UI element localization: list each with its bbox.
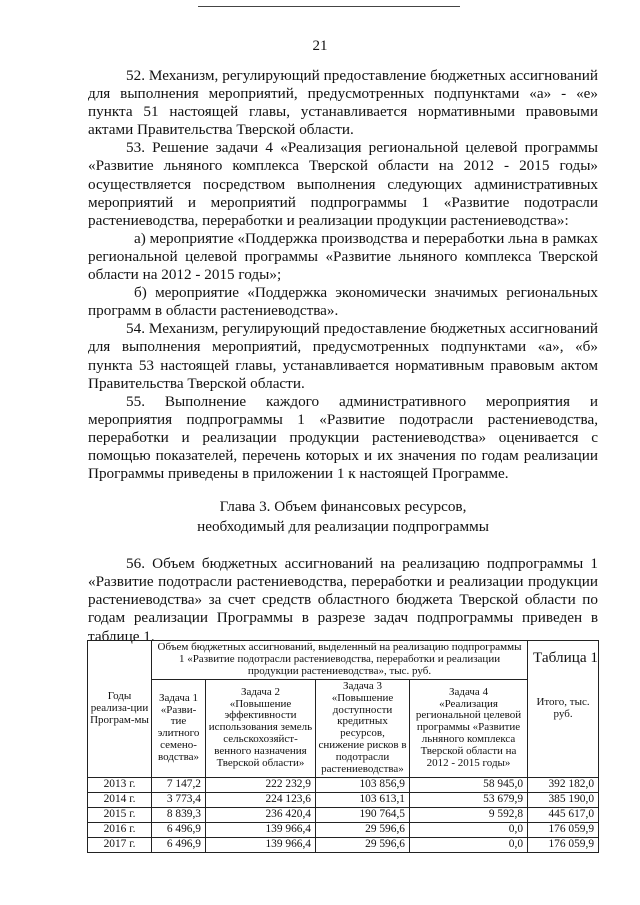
header-task-1 [152,679,206,777]
paragraph-53: 53. Решение задачи 4 «Реализация региональной целевой программы «Развитие льняного комплекса Тверской области на 2012 - 2015 годы» осуществляется посредством выполнения следующих административных мероприятий и мероприятий подпрограммы 1 «Развитие подотрасли растениеводства, переработки и реализации продукции растениеводства»: [88,139,598,229]
task-title: Задача 2 [240,685,281,698]
table-label: Таблица 1 [533,648,598,666]
chapter-heading [88,497,598,537]
header-total: Итого, тыс. руб. [528,641,599,778]
header-task-3 [316,679,410,777]
header-task-4 [410,679,528,777]
paragraph-53-b: б) мероприятие «Поддержка экономически значимых региональных программ в области растениеводства». [88,284,598,320]
cell-task-3: 103 856,9 [316,777,410,792]
task-title: Задача 3 [342,679,383,692]
cell-task-3: 29 596,6 [316,837,410,852]
header-years: Годы реализа-ции Програм-мы [88,641,152,778]
cell-year: 2016 г. [88,822,152,837]
cell-task-3: 103 613,1 [316,792,410,807]
cell-task-1: 8 839,3 [152,807,206,822]
task-desc: «Реализация региональной целевой программы «Развитие льняного комплекса Тверской области на 2012 - 2015 годы» [415,697,522,770]
cell-task-2: 224 123,6 [206,792,316,807]
table-row [88,807,599,822]
cell-task-3: 29 596,6 [316,822,410,837]
chapter-heading-line-1: Глава 3. Объем финансовых ресурсов, [219,498,467,516]
cell-task-1: 7 147,2 [152,777,206,792]
task-title: Задача 1 [158,691,199,704]
table-subheader-row [88,679,599,777]
table-row [88,777,599,792]
cell-total: 445 617,0 [528,807,599,822]
paragraph-52: 52. Механизм, регулирующий предоставление бюджетных ассигнований для выполнения мероприятий, предусмотренных подпунктами «а» - «е» пункта 51 настоящей главы, устанавливается нормативными правовыми актами Правительства Тверской области. [88,67,598,139]
cell-task-2: 139 966,4 [206,822,316,837]
cell-task-4: 58 945,0 [410,777,528,792]
paragraph-56: 56. Объем бюджетных ассигнований на реализацию подпрограммы 1 «Развитие подотрасли растениеводства, переработки и реализации продукции растениеводства» за счет средств областного бюджета Тверской области по годам реализации Программы в разрезе задач подпрограммы приведен в таблице 1. [88,555,598,645]
page-number: 21 [312,38,328,54]
header-rule [198,6,460,7]
paragraph-53-a: а) мероприятие «Поддержка производства и переработки льна в рамках региональной целевой программы «Развитие льняного комплекса Тверской области на 2012 - 2015 годы»; [88,229,598,284]
cell-task-2: 139 966,4 [206,837,316,852]
cell-year: 2014 г. [88,792,152,807]
cell-task-4: 0,0 [410,822,528,837]
header-task-2 [206,679,316,777]
cell-total: 392 182,0 [528,777,599,792]
table-row [88,822,599,837]
document-body [88,67,598,667]
cell-task-4: 9 592,8 [410,807,528,822]
task-desc: «Повышение эффективности использования земель сельскохозяйст-венного назначения Тверской области» [208,697,313,770]
header-group: Объем бюджетных ассигнований, выделенный на реализацию подпрограммы 1 «Развитие подотрасли растениеводства, переработки и реализации продукции растениеводства», тыс. руб. [152,641,528,680]
paragraph-55: 55. Выполнение каждого административного мероприятия и мероприятия подпрограммы 1 «Развитие подотрасли растениеводства, переработки и реализации продукции растениеводства» оценивается с помощью показателей, перечень которых и их значения по годам реализации Программы приведены в приложении 1 к настоящей Программе. [88,392,598,483]
cell-year: 2017 г. [88,837,152,852]
task-title: Задача 4 [448,685,489,698]
cell-year: 2013 г. [88,777,152,792]
task-desc: «Разви-тие элитного семено-водства» [157,703,200,764]
table-row [88,792,599,807]
paragraph-54: 54. Механизм, регулирующий предоставление бюджетных ассигнований для выполнения мероприятий, предусмотренных подпунктами «а», «б» пункта 53 настоящей главы, устанавливается нормативным правовым актом Правительства Тверской области. [88,320,598,392]
table-header-row [88,641,599,680]
task-desc: «Повышение доступности кредитных ресурсов, снижение рисков в подотрасли растениеводства» [318,691,407,776]
cell-task-4: 0,0 [410,837,528,852]
budget-table [87,640,599,853]
cell-task-1: 3 773,4 [152,792,206,807]
cell-task-2: 222 232,9 [206,777,316,792]
cell-total: 176 059,9 [528,837,599,852]
cell-task-2: 236 420,4 [206,807,316,822]
chapter-heading-line-2: необходимый для реализации подпрограммы [197,518,489,536]
cell-task-1: 6 496,9 [152,822,206,837]
table-row [88,837,599,852]
cell-task-3: 190 764,5 [316,807,410,822]
cell-year: 2015 г. [88,807,152,822]
cell-total: 176 059,9 [528,822,599,837]
cell-total: 385 190,0 [528,792,599,807]
cell-task-4: 53 679,9 [410,792,528,807]
cell-task-1: 6 496,9 [152,837,206,852]
